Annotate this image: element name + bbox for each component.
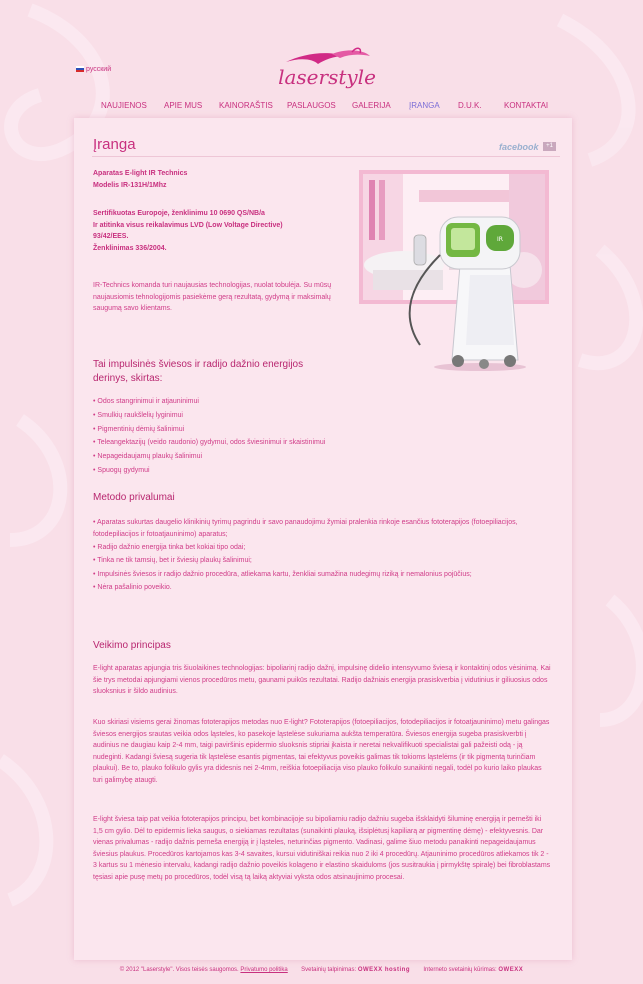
- spec-line: 93/42/EES.: [93, 233, 129, 240]
- list-item: • Impulsinės šviesos ir radijo dažnio procedūra, atliekama kartu, ženkliai sumažina nudegimų riziką ir nemalonius pojūčius;: [93, 570, 472, 578]
- nav-item-kontaktai[interactable]: KONTAKTAI: [504, 101, 549, 110]
- section-heading-advantages: Metodo privalumai: [93, 492, 175, 503]
- creation-label: Interneto svetainių kūrimas:: [423, 967, 497, 973]
- hosting-label: Svetainių talpinimas:: [301, 967, 357, 973]
- principle-paragraph-2: Kuo skiriasi visiems gerai žinomas fototerapijos metodas nuo E-light? Fototerapijos (fotoepiliacijos, fotodepiliacijos ir fotoatjauninimo) metu galingas šviesos energijos srautas veikia odos ląsteles, ko pasekoje ląstelėse sukuriama aukšta temperatūra. Šviesos energija sugeba prasiskverbti į audinius ne daugiau kaip 2-4 mm, taigi paviršinis epidermio sluoksnis stipriai įkaista ir neretai nekvalifikuoti specialistai gali pažeisti odą - ją nudeginti. Kadangi šviesą sugeria tik ląstelėse esantis pigmentas, tai efektyvus poveikis galimas tik tokioms ląstelėms (ir tik pigmentą turinčiam plaukui). Be to, plauko folikulo gylis yra didesnis nei 2-4mm, reiškia fotoepiliacija viso plauko folikulo sunaikinti negali, todėl po kurio laiko plaukas turi galimybę ataugti.: [93, 719, 550, 784]
- spec-line: Aparatas E-light IR Technics: [93, 170, 188, 177]
- facebook-plus-button[interactable]: +1: [543, 142, 556, 151]
- nav-item-kainorastis[interactable]: KAINORAŠTIS: [219, 101, 273, 110]
- device-specification: [93, 168, 353, 265]
- spec-line: Modelis IR-131H/1Mhz: [93, 181, 167, 189]
- footer: [0, 967, 643, 973]
- language-label[interactable]: русский: [86, 66, 112, 73]
- advantages-list: [93, 517, 555, 594]
- page-title: Įranga: [93, 136, 136, 153]
- list-item: • Tinka ne tik tamsių, bet ir šviesių plaukų šalinimui;: [93, 557, 252, 565]
- principle-paragraph-3: E-light šviesa taip pat veikia fototerapijos principu, bet kombinacijoje su bipoliarniu radijo dažniu sugeba išsklaidyti šiluminę energiją ir pernešti iki 1,5 cm gylio. Dėl to epidermis lieka saugus, o siekiamas rezultatas (sunaikinti plauką, išsiplėtusį kapiliarą ar pigmentinę dėmę) - efektyvesnis. Dar vienas privalumas - radijo dažnis perneša energiją ir į ląsteles, neturinčias pigmento. Vadinasi, galime šiuo metodu panaikinti nepageidaujamus šviesius plaukus. Procedūros kartojamos kas 3-4 savaites, kursui vidutiniškai reikia nuo 2 iki 4 procedūrų. Atjauninimo procedūros atliekamos tik 2 - 3 kartus su 1 mėnesio intervalu, kadangi radijo dažnio poveikis kolageno ir elastino skaiduloms (jos susitraukia į pirmykštę spiralę) bei fibroblastams tęsiasi apie pusę metų po procedūros, todėl visą tą laiką aktyviai vyksta odos atsinaujinimo procesai.: [93, 816, 551, 881]
- spec-line: Sertifikuotas Europoje, ženklinimu 10 0690 QS/NB/a: [93, 210, 265, 217]
- list-item: • Teleangektazijų (veido raudonio) gydymui, odos šviesinimui ir skaistinimui: [93, 439, 326, 447]
- list-item: • Aparatas sukurtas daugelio klinikinių tyrimų pagrindu ir savo panaudojimu žymiai pralenkia rinkoje esančius fototerapijos (fotoepiliacijos, fotodepiliacijos ir fotoatjauninimo) aparatus;: [93, 519, 518, 538]
- privacy-policy-link[interactable]: Privatumo politika: [240, 967, 288, 973]
- section-heading-principle: Veikimo principas: [93, 640, 171, 651]
- list-item: • Odos stangrinimui ir atjauninimui: [93, 398, 199, 405]
- facebook-link[interactable]: facebook: [499, 142, 539, 152]
- elight-device-illustration: [400, 195, 530, 373]
- nav-item-naujienos[interactable]: NAUJIENOS: [101, 101, 147, 110]
- copyright-text: © 2012 "Laserstyle". Visos teisės saugomos.: [119, 967, 239, 973]
- list-item: • Radijo dažnio energija tinka bet kokiai tipo odai;: [93, 543, 246, 551]
- creation-brand-link[interactable]: OWEXX: [498, 967, 524, 973]
- nav-item-galerija[interactable]: GALERIJA: [352, 101, 391, 110]
- svg-text:IR: IR: [497, 236, 503, 243]
- spec-line: Ir atitinka visus reikalavimus LVD (Low Voltage Directive): [93, 221, 283, 229]
- nav-item-paslaugos[interactable]: PASLAUGOS: [287, 101, 336, 110]
- nav-item-apie-mus[interactable]: APIE MUS: [164, 101, 203, 110]
- nav-item-duk[interactable]: D.U.K.: [458, 101, 482, 110]
- list-item: • Spuogų gydymui: [93, 466, 150, 474]
- list-item: • Nepageidaujamų plaukų šalinimui: [93, 453, 203, 461]
- section-heading-combination: Tai impulsinės šviesos ir radijo dažnio energijos derinys, skirtas:: [93, 359, 304, 384]
- language-switch[interactable]: [76, 66, 111, 73]
- list-item: • Smulkių raukšlelių lyginimui: [93, 411, 183, 419]
- russian-flag-icon: [76, 66, 84, 72]
- nav-item-iranga[interactable]: ĮRANGA: [409, 101, 440, 110]
- principle-paragraph-1: E-light aparatas apjungia tris šiuolaikines technologijas: bipoliarinį radijo dažnį, impulsinę didelio intensyvumo šviesą ir kontaktinį odos vėsinimą. Kai šie trys metodai apjungiami vienos procedūros metu, gaunami puikūs rezultatai. Radijo dažniais energija prasiskverbia į vidutinius ir giliuosius odos sluoksnius ir šildo audinius.: [93, 665, 551, 696]
- hosting-brand-link[interactable]: OWEXX hosting: [357, 967, 410, 973]
- list-item: • Pigmentinių dėmių šalinimui: [93, 425, 185, 433]
- intro-paragraph: IR-Technics komanda turi naujausias technologijas, nuolat tobulėja. Su mūsų naujausiomis tehnologijomis pasiekėme gerą rezultatą, gydymą ir maksimalų saugumą savo klientams.: [93, 282, 332, 313]
- indications-list: [93, 395, 325, 478]
- spec-line: Ženklinimas 336/2004.: [93, 244, 167, 252]
- list-item: • Nėra pašalinio poveikio.: [93, 584, 172, 592]
- logo-text: laserstyle: [278, 65, 376, 89]
- laserstyle-logo[interactable]: [272, 44, 382, 94]
- title-divider: [92, 156, 560, 157]
